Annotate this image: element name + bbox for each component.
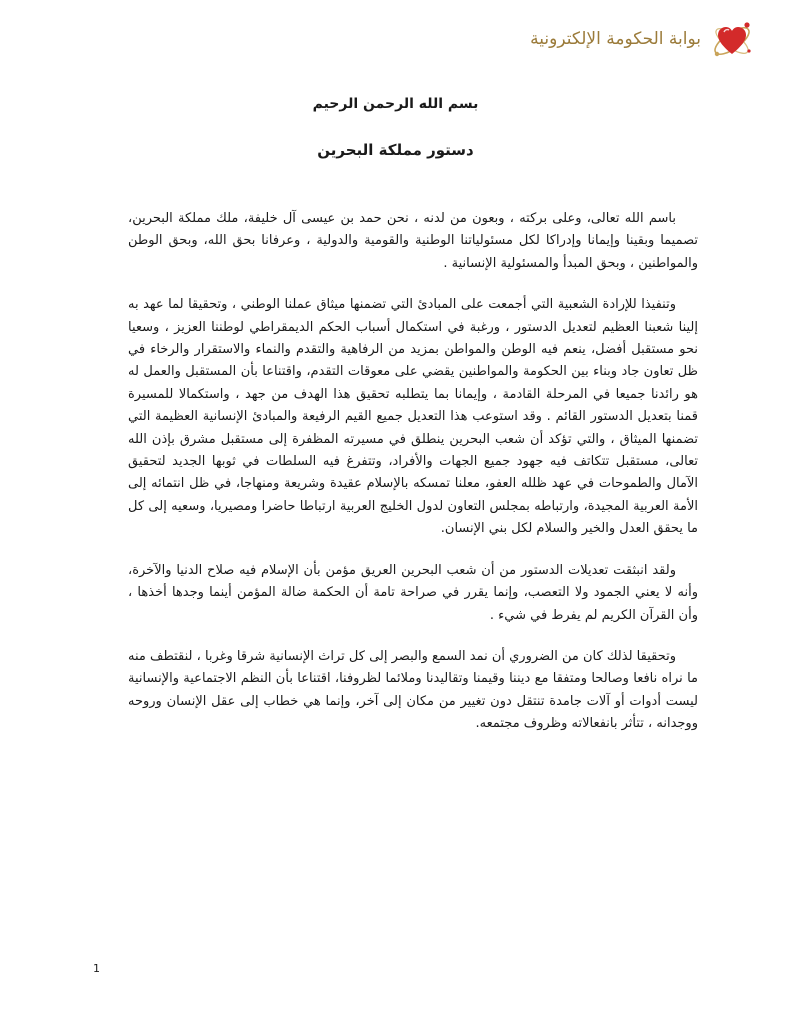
government-portal-logo-icon (709, 16, 755, 62)
basmala-heading: بسم الله الرحمن الرحيم (312, 96, 479, 112)
paragraph-preamble-2: وتنفيذا للإرادة الشعبية التي أجمعت على المبادئ التي تضمنها ميثاق عملنا الوطني ، وتحقيقا لما عهد به إلينا شعبنا العظيم لتعديل الدستور ، ورغبة في استكمال أسباب الحكم الديمقراطي لوطننا العزيز ، وسعيا نحو مستقبل أفضل، ينعم فيه الوطن والمواطن بمزيد من الرفاهية والتقدم والنماء والاستقرار والرخاء في ظل تعاون جاد وبناء بين الحكومة والمواطنين يقضي على معوقات التقدم، واقتناعا بأن المستقبل والعمل له هو رائدنا جميعا في المرحلة القادمة ، وإيمانا بما يتطلبه تحقيق هذا الهدف من جهد ، واستكمالا للمسيرة قمنا بتعديل الدستور القائم . وقد استوعب هذا التعديل جميع القيم الرفيعة والمبادئ الإنسانية العظيمة التي تضمنها الميثاق ، والتي تؤكد أن شعب البحرين ينطلق في مسيرته المظفرة إلى مستقبل مشرق بإذن الله تعالى، مستقبل تتكاتف فيه جهود جميع الجهات والأفراد، وتتفرغ فيه السلطات في ثوبها الجديد لتحقيق الآمال والطموحات في عهد ظلله العفو، معلنا تمسكه بالإسلام عقيدة وشريعة ومنهاجا، في ظل انتمائه إلى الأمة العربية المجيدة، وارتباطه بمجلس التعاون لدول الخليج العربية ارتباطا حاضرا ومصيريا، وسعيه إلى كل ما يحقق العدل والخير والسلام لكل بني الإنسان. (128, 297, 698, 537)
portal-name: بوابة الحكومة الإلكترونية (530, 29, 701, 49)
paragraph-preamble-3: ولقد انبثقت تعديلات الدستور من أن شعب البحرين العريق مؤمن بأن الإسلام فيه صلاح الدنيا والآخرة، وأنه لا يعني الجمود ولا التعصب، وإنما يقرر في صراحة تامة أن الحكمة ضالة المؤمن أينما وجدها أخذها ، وأن القرآن الكريم لم يفرط في شيء . (128, 562, 698, 623)
paragraph-preamble-4: وتحقيقا لذلك كان من الضروري أن نمد السمع والبصر إلى كل تراث الإنسانية شرقا وغربا ، لنقتطف منه ما نراه نافعا وصالحا ومتفقا مع ديننا وقيمنا وتقاليدنا وملائما لظروفنا، اقتناعا بأن النظم الاجتماعية والإنسانية ليست أدوات أو آلات جامدة تنتقل دون تغيير من مكان إلى آخر، وإنما هي خطاب إلى عقل الإنسان وروحه ووجدانه ، تتأثر بانفعالاته وظروف مجتمعه. (128, 648, 698, 732)
document-title: دستور مملكة البحرين (317, 141, 474, 159)
page-number: 1 (93, 962, 100, 975)
document-body (128, 208, 698, 755)
paragraph-preamble-1: باسم الله تعالى، وعلى بركته ، وبعون من لدنه ، نحن حمد بن عيسى آل خليفة، ملك مملكة البحرين، تصميما وبقينا وإيمانا وإدراكا لكل مسئولياتنا الوطنية والقومية والدولية ، وعرفانا بحق الله، وبحق الوطن والمواطنين ، وبحق المبدأ والمسئولية الإنسانية . (128, 211, 698, 271)
portal-logo (530, 16, 755, 62)
